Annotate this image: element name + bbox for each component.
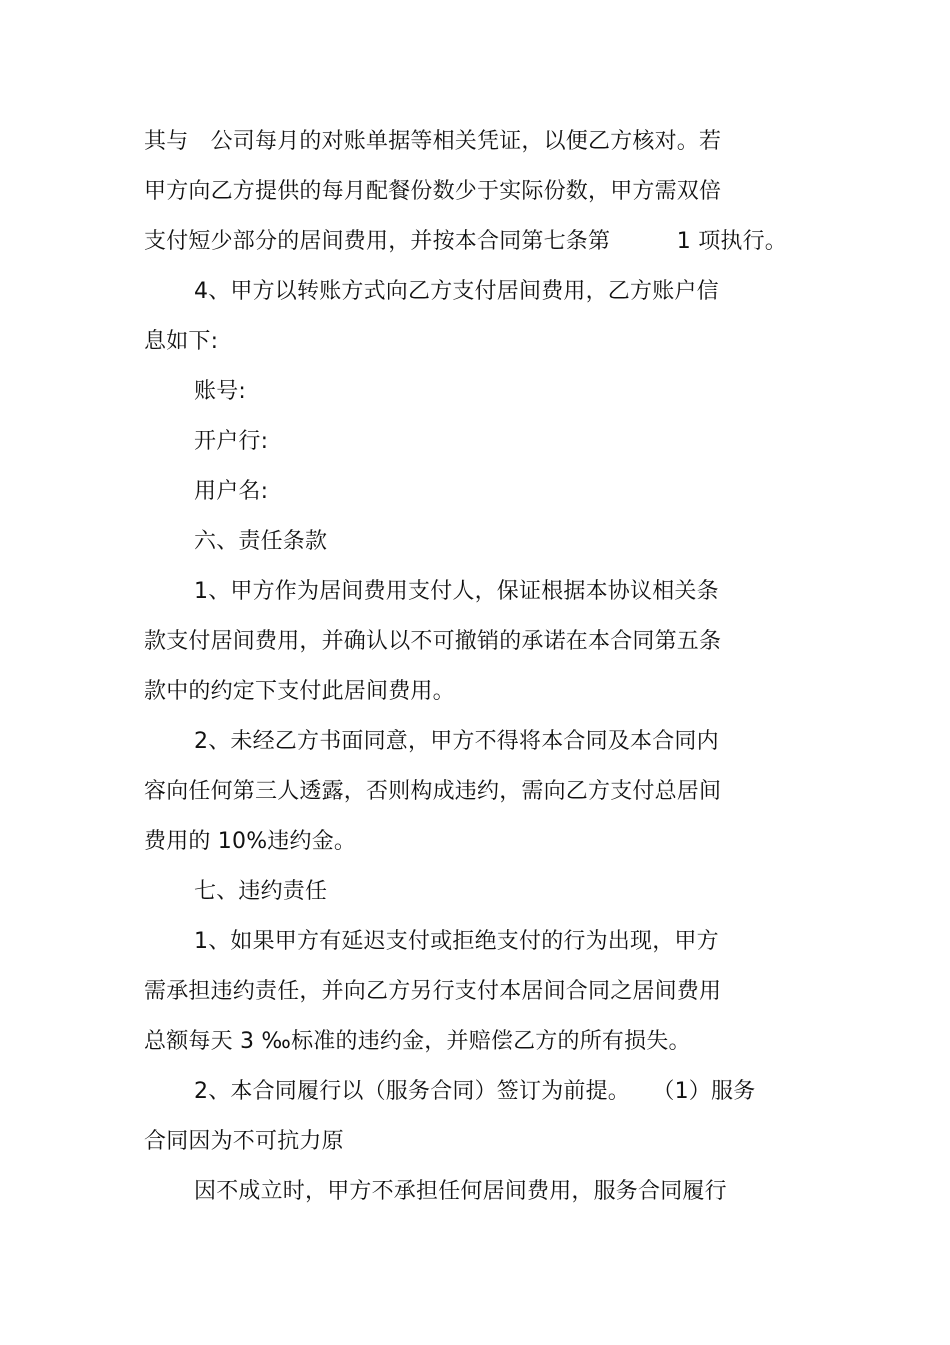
- section-heading-liability: 六、责任条款: [194, 529, 328, 554]
- text-line: 支付短少部分的居间费用，并按本合同第七条第 1 项执行。: [144, 229, 787, 254]
- text-line: 总额每天 3 ‰标准的违约金，并赔偿乙方的所有损失。: [144, 1029, 691, 1054]
- text-line: 费用的 10%违约金。: [144, 829, 357, 854]
- text-line: 因不成立时，甲方不承担任何居间费用，服务合同履行: [194, 1179, 727, 1204]
- text-line: 1、如果甲方有延迟支付或拒绝支付的行为出现，甲方: [194, 929, 719, 954]
- text-line: 1、甲方作为居间费用支付人，保证根据本协议相关条: [194, 579, 719, 604]
- text-line: 息如下:: [144, 329, 219, 354]
- text-line: 合同因为不可抗力原: [144, 1129, 344, 1154]
- text-line: 甲方向乙方提供的每月配餐份数少于实际份数，甲方需双倍: [144, 179, 722, 204]
- text-line: 需承担违约责任，并向乙方另行支付本居间合同之居间费用: [144, 979, 722, 1004]
- text-line: 款中的约定下支付此居间费用。: [144, 679, 455, 704]
- text-line: 2、未经乙方书面同意，甲方不得将本合同及本合同内: [194, 729, 719, 754]
- text-line: 其与 公司每月的对账单据等相关凭证，以便乙方核对。若: [144, 129, 722, 154]
- account-number-label: 账号:: [194, 379, 247, 404]
- text-line: 2、本合同履行以（服务合同）签订为前提。 （1）服务: [194, 1079, 756, 1104]
- section-heading-breach: 七、违约责任: [194, 879, 328, 904]
- account-name-label: 用户名:: [194, 479, 269, 504]
- bank-label: 开户行:: [194, 429, 269, 454]
- text-line: 容向任何第三人透露，否则构成违约，需向乙方支付总居间: [144, 779, 722, 804]
- text-line: 4、甲方以转账方式向乙方支付居间费用，乙方账户信: [194, 279, 719, 304]
- text-line: 款支付居间费用，并确认以不可撤销的承诺在本合同第五条: [144, 629, 722, 654]
